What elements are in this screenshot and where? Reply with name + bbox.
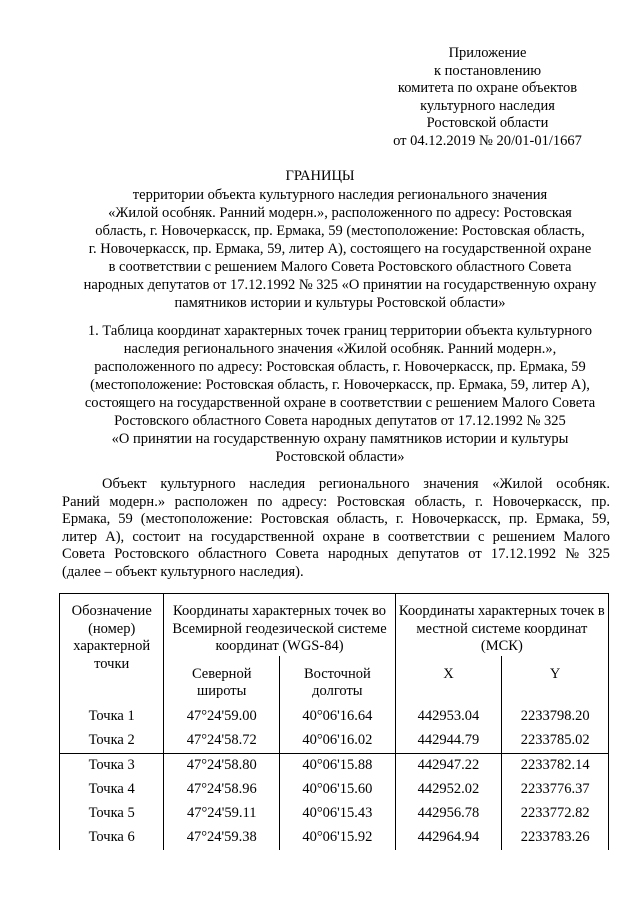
table-row	[60, 705, 609, 729]
paragraph-word: областного	[198, 546, 267, 562]
section-line: состоящего на государственной охране в соответствии с решением Малого Совета	[84, 395, 596, 411]
paragraph-line	[62, 511, 610, 529]
cell-lat: 47°24'58.96	[164, 778, 280, 802]
paragraph-word: народных	[327, 546, 389, 562]
paragraph-word: охране	[322, 528, 365, 545]
paragraph-word: область,	[414, 493, 466, 510]
paragraph-word: Новочеркасск,	[492, 493, 582, 510]
paragraph-word: государственной	[210, 528, 315, 545]
paragraph-line	[62, 476, 610, 494]
cell-lat: 47°24'59.38	[164, 826, 280, 850]
paragraph-word: наследия	[249, 476, 306, 492]
cell-point: Точка 3	[60, 753, 164, 778]
paragraph-word: Ермака,	[535, 511, 584, 527]
paragraph-word: по	[257, 493, 273, 510]
table-row	[60, 729, 609, 754]
paragraph-word: А),	[105, 528, 125, 545]
table-row	[60, 778, 609, 802]
cell-lat: 47°24'59.11	[164, 802, 280, 826]
paragraph-word: пр.	[591, 493, 610, 510]
document-subtitle	[40, 186, 640, 312]
paragraph-word: Ермака,	[62, 511, 111, 527]
paragraph-word: г.	[475, 493, 484, 510]
paragraph-line	[62, 494, 610, 512]
paragraph-word: г.	[395, 511, 404, 527]
section-line: расположенного по адресу: Ростовская область, г. Новочеркасск, пр. Ермака, 59	[94, 359, 586, 375]
paragraph-word: регионального	[318, 476, 410, 492]
paragraph-word: Объект	[102, 476, 147, 492]
cell-x: 442947.22	[395, 753, 502, 778]
paragraph-word: особняк.	[556, 476, 610, 492]
paragraph-word: решением	[492, 528, 556, 545]
cell-y: 2233798.20	[502, 705, 609, 729]
cell-lon: 40°06'15.92	[280, 826, 396, 850]
cell-lon: 40°06'15.43	[280, 802, 396, 826]
header-wgs: Координаты характерных точек во Всемирной геодезической системе координат (WGS-84)	[164, 594, 395, 656]
section-line: (местоположение: Ростовская область, г. Новочеркасск, пр. Ермака, 59, литер А),	[90, 377, 590, 393]
subtitle-line: г. Новочеркасск, пр. Ермака, 59, литер А), состоящего на государственной охране	[88, 241, 592, 257]
paragraph-word: литер	[62, 528, 98, 545]
coordinates-table	[59, 593, 609, 850]
section-line: наследия регионального значения «Жилой особняк. Ранний модерн.»,	[123, 341, 557, 357]
cell-point: Точка 4	[60, 778, 164, 802]
header-north: Северной широты	[164, 656, 280, 705]
subtitle-line: в соответствии с решением Малого Совета Ростовского областного Совета	[108, 259, 572, 275]
section-line: Ростовской области»	[275, 449, 405, 465]
appendix-line: культурного наследия	[420, 97, 555, 114]
section-line: 1. Таблица координат характерных точек границ территории объекта культурного	[87, 323, 593, 339]
section-line: Ростовского областного Совета народных депутатов от 17.12.1992 № 325	[114, 413, 566, 429]
header-msk: Координаты характерных точек в местной системе координат (МСК)	[395, 594, 608, 656]
paragraph-word: с	[477, 528, 485, 545]
cell-lat: 47°24'59.00	[164, 705, 280, 729]
paragraph-line	[62, 546, 610, 564]
paragraph-word: на	[188, 528, 203, 545]
appendix-line: Ростовской области	[426, 115, 549, 131]
subtitle-line: «Жилой особняк. Ранний модерн.», расположенного по адресу: Ростовская	[108, 205, 572, 221]
paragraph-word: от	[468, 546, 482, 562]
cell-x: 442952.02	[395, 778, 502, 802]
paragraph-word: Совета	[275, 546, 319, 562]
header-designation: Обозначение (номер) характерной точки	[60, 594, 164, 705]
cell-point: Точка 2	[60, 729, 164, 754]
subtitle-line: область, г. Новочеркасск, пр. Ермака, 59 (местоположение: Ростовская область,	[95, 223, 585, 239]
subtitle-line: народных депутатов от 17.12.1992 № 325 «О принятии на государственную охрану	[83, 277, 597, 293]
paragraph-word: адресу:	[281, 493, 328, 510]
paragraph-word: «Жилой	[492, 476, 543, 492]
paragraph-line	[62, 529, 610, 547]
paragraph-word: соответствии	[387, 528, 470, 545]
table-row	[60, 826, 609, 850]
paragraph-word: значения	[423, 476, 479, 492]
cell-y: 2233782.14	[502, 753, 609, 778]
paragraph-word: состоит	[132, 528, 181, 545]
cell-x: 442953.04	[395, 705, 502, 729]
cell-point: Точка 5	[60, 802, 164, 826]
table-row	[60, 753, 609, 778]
paragraph-word: расположен	[174, 493, 248, 510]
paragraph-word: №	[565, 546, 580, 562]
header-y: Y	[502, 656, 609, 705]
table-row	[60, 802, 609, 826]
cell-x: 442944.79	[395, 729, 502, 754]
cell-y: 2233776.37	[502, 778, 609, 802]
cell-lon: 40°06'16.02	[280, 729, 396, 754]
cell-point: Точка 1	[60, 705, 164, 729]
cell-y: 2233783.26	[502, 826, 609, 850]
paragraph-word: 59	[118, 511, 133, 527]
paragraph-word: Ростовская	[336, 493, 405, 510]
cell-point: Точка 6	[60, 826, 164, 850]
paragraph-word: модерн.»	[109, 493, 166, 510]
cell-lat: 47°24'58.72	[164, 729, 280, 754]
paragraph-word: Малого	[563, 528, 610, 545]
subtitle-line: памятников истории и культуры Ростовской области»	[174, 295, 506, 311]
paragraph-word: 59,	[591, 511, 610, 527]
body-paragraph	[62, 476, 610, 581]
paragraph-word: (местоположение:	[140, 511, 253, 527]
document-title: ГРАНИЦЫ	[285, 168, 355, 184]
section-heading	[40, 322, 640, 466]
header-x: X	[395, 656, 502, 705]
section-line: «О принятии на государственную охрану памятников истории и культуры	[111, 431, 569, 447]
appendix-line: к постановлению	[433, 62, 542, 79]
paragraph-word: область,	[336, 511, 388, 527]
cell-lon: 40°06'15.88	[280, 753, 396, 778]
paragraph-word: пр.	[508, 511, 528, 527]
paragraph-word: 17.12.1992	[490, 546, 557, 562]
appendix-block	[360, 45, 615, 150]
paragraph-word: Совета	[62, 546, 106, 562]
subtitle-line: территории объекта культурного наследия регионального значения	[132, 187, 548, 203]
paragraph-word: культурного	[160, 476, 236, 492]
paragraph-word: в	[372, 528, 380, 545]
cell-lon: 40°06'16.64	[280, 705, 396, 729]
header-east: Восточной долготы	[280, 656, 396, 705]
paragraph-word: Раний	[62, 493, 100, 510]
paragraph-word: Ростовская	[260, 511, 329, 527]
paragraph-line: (далее – объект культурного наследия).	[62, 563, 304, 580]
cell-lat: 47°24'58.80	[164, 753, 280, 778]
paragraph-word: Ростовского	[114, 546, 189, 562]
appendix-line: комитета по охране объектов	[397, 80, 578, 96]
cell-lon: 40°06'15.60	[280, 778, 396, 802]
appendix-line: от 04.12.2019 № 20/01-01/1667	[393, 132, 582, 149]
cell-y: 2233785.02	[502, 729, 609, 754]
paragraph-word: депутатов	[397, 546, 460, 562]
paragraph-word: Новочеркасск,	[411, 511, 501, 527]
paragraph-word: 325	[588, 546, 610, 562]
appendix-line: Приложение	[448, 45, 527, 61]
cell-x: 442956.78	[395, 802, 502, 826]
cell-y: 2233772.82	[502, 802, 609, 826]
cell-x: 442964.94	[395, 826, 502, 850]
